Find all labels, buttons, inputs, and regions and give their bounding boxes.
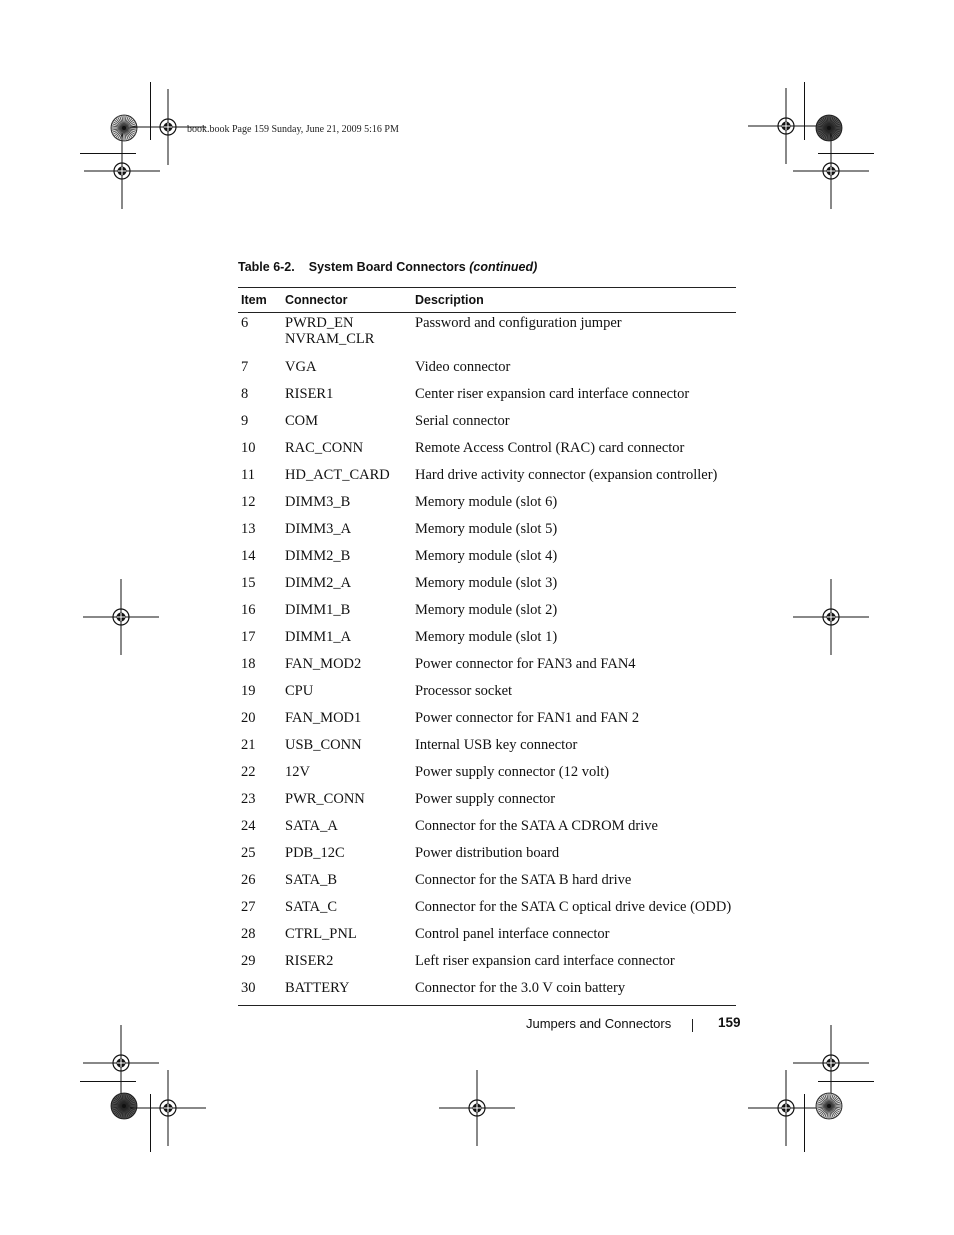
cell-item: 22 [241, 764, 256, 780]
table-row [238, 357, 736, 384]
connector-name: FAN_MOD2 [285, 656, 362, 672]
connector-name: CPU [285, 683, 314, 699]
cell-item: 11 [241, 467, 255, 483]
connector-name: 12V [285, 764, 310, 780]
table-row [238, 951, 736, 978]
table-row [238, 411, 736, 438]
cell-item: 19 [241, 683, 256, 699]
cell-description: Power connector for FAN1 and FAN 2 [415, 710, 640, 726]
cell-description: Memory module (slot 3) [415, 575, 558, 591]
cell-description: Memory module (slot 5) [415, 521, 558, 537]
cell-connector [285, 573, 415, 600]
cell-description: Connector for the SATA A CDROM drive [415, 818, 658, 834]
connector-name: RISER1 [285, 386, 334, 402]
table-body [238, 313, 736, 1006]
cell-item: 17 [241, 629, 256, 645]
table-row [238, 789, 736, 816]
cell-description: Video connector [415, 359, 511, 375]
cell-description: Connector for the SATA C optical drive device (ODD) [415, 899, 732, 915]
table-row [238, 519, 736, 546]
connector-name: SATA_A [285, 818, 338, 834]
cell-description: Power supply connector (12 volt) [415, 764, 610, 780]
cell-connector [285, 681, 415, 708]
cell-description: Internal USB key connector [415, 737, 578, 753]
connector-name: DIMM3_A [285, 521, 352, 537]
cell-connector [285, 438, 415, 465]
cell-item: 8 [241, 386, 249, 402]
cell-description: Left riser expansion card interface connector [415, 953, 675, 969]
table-row [238, 492, 736, 519]
cell-connector [285, 465, 415, 492]
cell-connector [285, 978, 415, 1006]
crosshair-registration-icon [793, 579, 869, 655]
trim-line [818, 153, 874, 154]
table-row [238, 924, 736, 951]
cell-description: Remote Access Control (RAC) card connector [415, 440, 685, 456]
footer-section-title: Jumpers and Connectors [526, 1016, 672, 1031]
table-row [238, 384, 736, 411]
cell-connector [285, 897, 415, 924]
cell-connector [285, 411, 415, 438]
connector-name: USB_CONN [285, 737, 362, 753]
cell-item: 7 [241, 359, 249, 375]
cell-description: Hard drive activity connector (expansion controller) [415, 467, 718, 483]
cell-item: 27 [241, 899, 256, 915]
table-caption-title: System Board Connectors [308, 260, 466, 274]
cell-item: 30 [238, 978, 285, 1006]
connector-name: PWRD_EN [285, 315, 354, 331]
connector-name: VGA [285, 359, 317, 375]
table-row [238, 735, 736, 762]
connector-name: SATA_C [285, 899, 338, 915]
crosshair-registration-icon [84, 133, 160, 209]
connector-name: RISER2 [285, 953, 334, 969]
cell-connector [285, 870, 415, 897]
cell-description: Processor socket [415, 683, 513, 699]
table-row [238, 465, 736, 492]
cell-description: Power supply connector [415, 791, 556, 807]
cell-item: 9 [241, 413, 249, 429]
connector-name: FAN_MOD1 [285, 710, 362, 726]
cell-connector [285, 708, 415, 735]
cell-item: 13 [241, 521, 256, 537]
trim-line [804, 82, 805, 140]
footer-divider [692, 1019, 693, 1032]
connector-name: SATA_B [285, 872, 338, 888]
trim-line [818, 1081, 874, 1082]
cell-connector [285, 924, 415, 951]
connector-name: HD_ACT_CARD [285, 467, 390, 483]
table-row [238, 573, 736, 600]
table-row [238, 843, 736, 870]
cell-item: 25 [241, 845, 256, 861]
column-header-connector: Connector [285, 288, 415, 313]
trim-line [150, 1094, 151, 1152]
cell-item: 18 [241, 656, 256, 672]
cell-description: Connector for the SATA B hard drive [415, 872, 632, 888]
cell-connector [285, 843, 415, 870]
cell-connector [285, 654, 415, 681]
connector-name: DIMM1_A [285, 629, 352, 645]
cell-item: 26 [241, 872, 256, 888]
table-row [238, 313, 736, 358]
table-caption [238, 260, 537, 274]
table-row [238, 816, 736, 843]
table-row [238, 627, 736, 654]
cell-connector [285, 357, 415, 384]
connector-name: DIMM1_B [285, 602, 351, 618]
cell-connector [285, 546, 415, 573]
connector-name: RAC_CONN [285, 440, 364, 456]
cell-connector [285, 627, 415, 654]
crosshair-registration-icon [748, 1070, 824, 1146]
cell-item: 16 [241, 602, 256, 618]
connector-name: NVRAM_CLR [285, 331, 375, 347]
cell-item: 28 [241, 926, 256, 942]
table-row [238, 438, 736, 465]
cell-connector [285, 816, 415, 843]
cell-description: Power connector for FAN3 and FAN4 [415, 656, 636, 672]
cell-item: 10 [241, 440, 256, 456]
connector-name: DIMM3_B [285, 494, 351, 510]
cell-item: 24 [241, 818, 256, 834]
cell-connector [285, 313, 415, 358]
connector-name: COM [285, 413, 319, 429]
cell-description: Memory module (slot 2) [415, 602, 558, 618]
cell-connector [285, 384, 415, 411]
table-row [238, 870, 736, 897]
column-header-item: Item [238, 288, 285, 313]
cell-description: Memory module (slot 4) [415, 548, 558, 564]
cell-description: Memory module (slot 1) [415, 629, 558, 645]
cell-description: Control panel interface connector [415, 926, 610, 942]
cell-connector [285, 519, 415, 546]
table-row [238, 897, 736, 924]
connector-name: DIMM2_A [285, 575, 352, 591]
cell-description: Connector for the 3.0 V coin battery [415, 978, 736, 1006]
cell-description: Memory module (slot 6) [415, 494, 558, 510]
cell-item: 21 [241, 737, 256, 753]
connectors-table [238, 287, 736, 1006]
table-row [238, 654, 736, 681]
cell-connector [285, 789, 415, 816]
page-number: 159 [718, 1015, 741, 1030]
cell-description: Power distribution board [415, 845, 560, 861]
starburst-target-icon [815, 1092, 843, 1120]
column-header-description: Description [415, 288, 736, 313]
cell-description: Center riser expansion card interface connector [415, 386, 690, 402]
cell-item: 6 [241, 315, 249, 331]
cell-item: 23 [241, 791, 256, 807]
table-header-row [238, 288, 736, 313]
connector-name: CTRL_PNL [285, 926, 357, 942]
table-row [238, 600, 736, 627]
crosshair-registration-icon [130, 1070, 206, 1146]
trim-line [804, 1094, 805, 1152]
table-row [238, 978, 736, 1006]
table-row [238, 762, 736, 789]
connector-name: BATTERY [285, 980, 350, 996]
table-caption-number: Table 6-2. [238, 260, 295, 274]
connector-name: DIMM2_B [285, 548, 351, 564]
cell-description: Serial connector [415, 413, 510, 429]
cell-connector [285, 735, 415, 762]
connector-name: PWR_CONN [285, 791, 365, 807]
cell-item: 29 [241, 953, 256, 969]
trim-line [80, 1081, 136, 1082]
table-caption-continued: (continued) [469, 260, 538, 274]
cell-connector [285, 600, 415, 627]
cell-connector [285, 492, 415, 519]
cell-item: 14 [241, 548, 256, 564]
crosshair-registration-icon [793, 133, 869, 209]
trim-line [150, 82, 151, 140]
cell-item: 15 [241, 575, 256, 591]
cell-description: Password and configuration jumper [415, 315, 622, 331]
cell-connector [285, 762, 415, 789]
trim-line [80, 153, 136, 154]
cell-item: 20 [241, 710, 256, 726]
table-row [238, 708, 736, 735]
print-stamp: book.book Page 159 Sunday, June 21, 2009 5:16 PM [187, 124, 399, 135]
cell-item: 12 [241, 494, 256, 510]
table-row [238, 546, 736, 573]
cell-connector [285, 951, 415, 978]
connector-name: PDB_12C [285, 845, 345, 861]
table-row [238, 681, 736, 708]
crosshair-registration-icon [439, 1070, 515, 1146]
crosshair-registration-icon [83, 579, 159, 655]
